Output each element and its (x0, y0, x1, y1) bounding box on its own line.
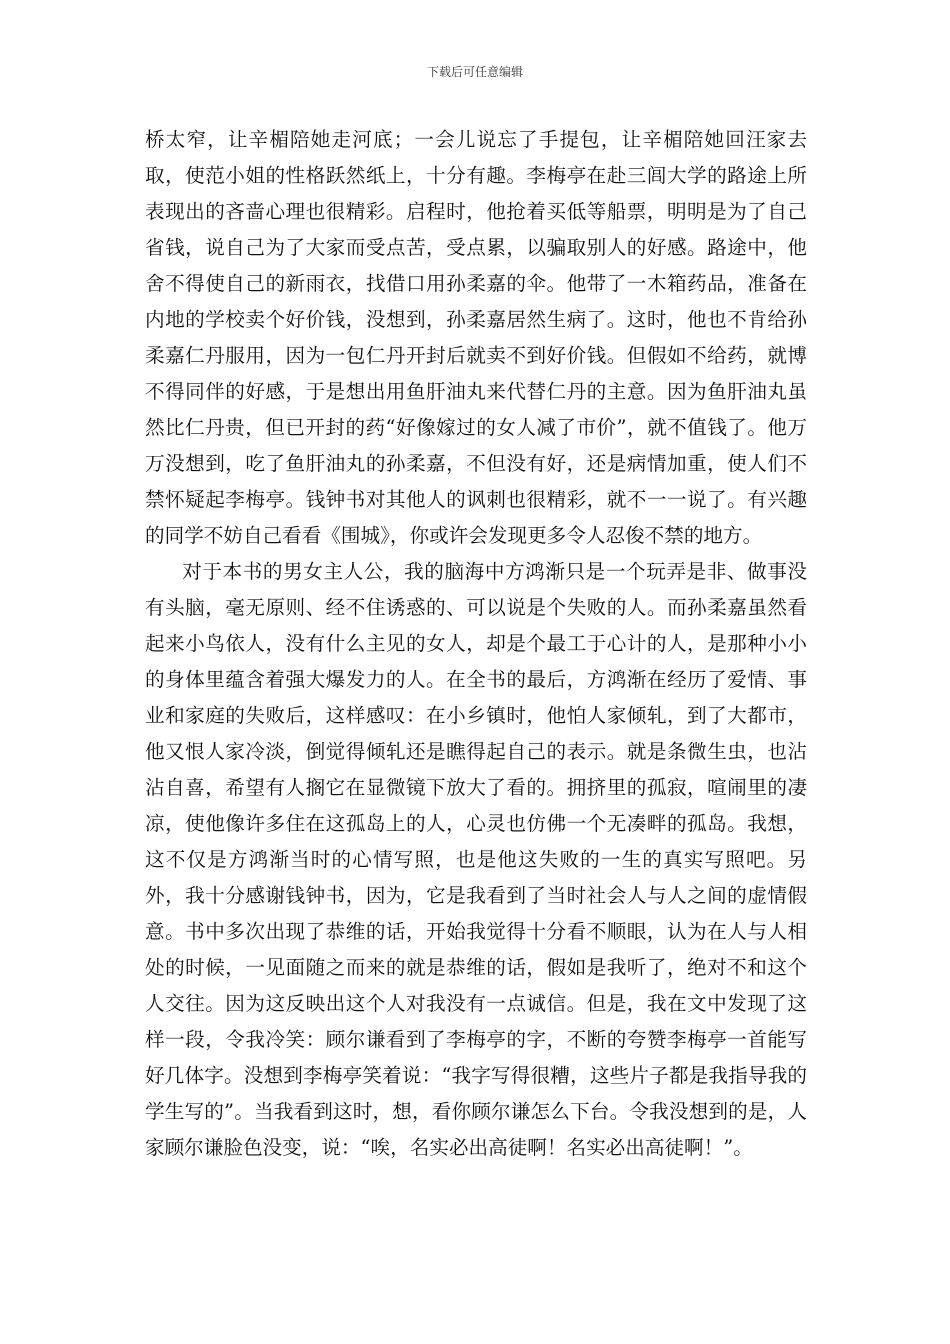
document-body (145, 122, 807, 1166)
paragraph-continuation: 桥太窄，让辛楣陪她走河底；一会儿说忘了手提包，让辛楣陪她回汪家去取，使范小姐的性格跃然纸上，十分有趣。李梅亭在赴三闾大学的路途上所表现出的吝啬心理也很精彩。启程时，他抢着买低等船票，明明是为了自己省钱，说自己为了大家而受点苦，受点累，以骗取别人的好感。路途中，他舍不得使自己的新雨衣，找借口用孙柔嘉的伞。他带了一木箱药品，准备在内地的学校卖个好价钱，没想到，孙柔嘉居然生病了。这时，他也不肯给孙柔嘉仁丹服用，因为一包仁丹开封后就卖不到好价钱。但假如不给药，就博不得同伴的好感，于是想出用鱼肝油丸来代替仁丹的主意。因为鱼肝油丸虽然比仁丹贵，但已开封的药“好像嫁过的女人减了市价”，就不值钱了。他万万没想到，吃了鱼肝油丸的孙柔嘉，不但没有好，还是病情加重，使人们不禁怀疑起李梅亭。钱钟书对其他人的讽刺也很精彩，就不一一说了。有兴趣的同学不妨自己看看《围城》，你或许会发现更多令人忍俊不禁的地方。 (145, 128, 807, 547)
page-header: 下载后可任意编辑 (426, 65, 523, 79)
paragraph-protagonists: 对于本书的男女主人公，我的脑海中方鸿渐只是一个玩弄是非、做事没有头脑，毫无原则、经不住诱惑的、可以说是个失败的人。而孙柔嘉虽然看起来小鸟依人，没有什么主见的女人，却是个最工于心计的人，是那种小小的身体里蕴含着强大爆发力的人。在全书的最后，方鸿渐在经历了爱情、事业和家庭的失败后，这样感叹：在小乡镇时，他怕人家倾轧，到了大都市，他又恨人家冷淡，倒觉得倾轧还是瞧得起自己的表示。就是条微生虫，也沾沾自喜，希望有人搁它在显微镜下放大了看的。拥挤里的孤寂，喧闹里的凄凉，使他像许多住在这孤岛上的人，心灵也仿佛一个无凑畔的孤岛。我想，这不仅是方鸿渐当时的心情写照，也是他这失败的一生的真实写照吧。另外，我十分感谢钱钟书，因为，它是我看到了当时社会人与人之间的虚情假意。书中多次出现了恭维的话，开始我觉得十分看不顺眼，认为在人与人相处的时候，一见面随之而来的就是恭维的话，假如是我听了，绝对不和这个人交往。因为这反映出这个人对我没有一点诚信。但是，我在文中发现了这样一段，令我冷笑：顾尔谦看到了李梅亭的字，不断的夸赞李梅亭一首能写好几体字。没想到李梅亭笑着说：“我字写得很糟，这些片子都是我指导我的学生写的”。当我看到这时，想，看你顾尔谦怎么下台。令我没想到的是，人家顾尔谦脸色没变，说：“唉，名实必出高徒啊！名实必出高徒啊！”。 (145, 560, 807, 1159)
